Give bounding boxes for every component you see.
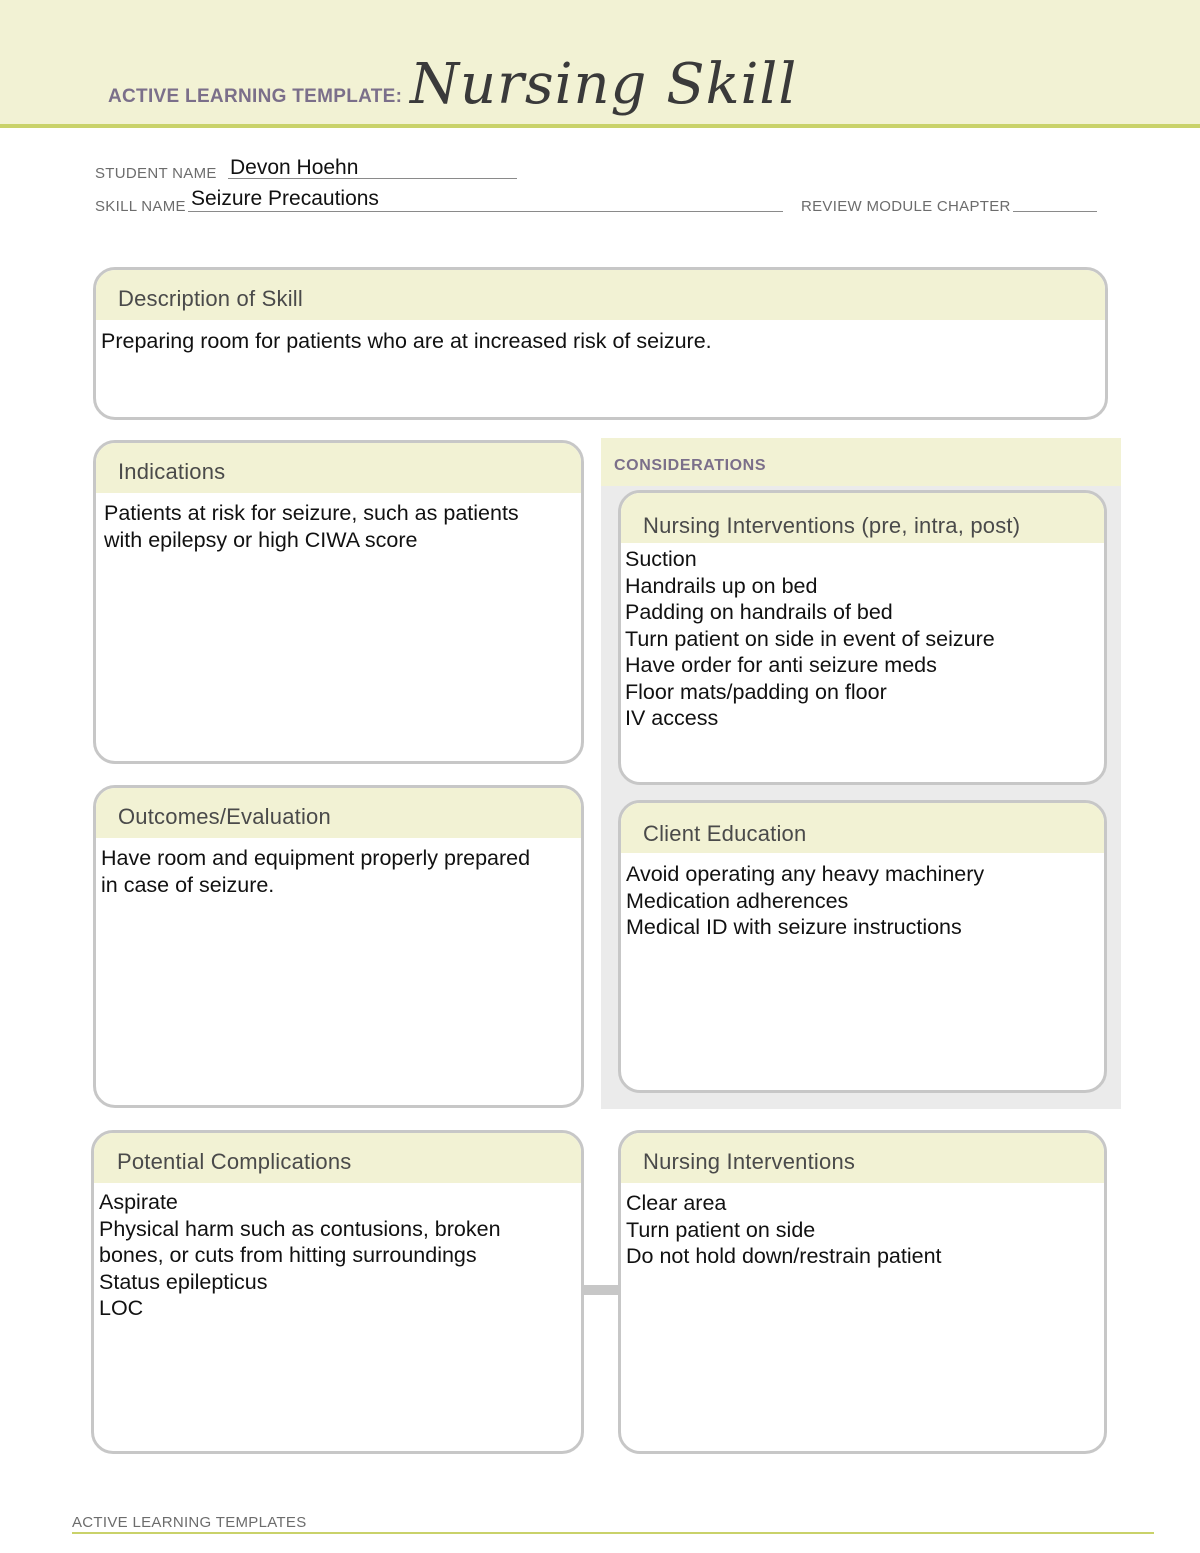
nursing-intervention-line: Clear area [626, 1191, 727, 1215]
nursing-intervention-line: Do not hold down/restrain patient [626, 1244, 942, 1268]
complication-line: Status epilepticus [99, 1269, 268, 1294]
education-line: Medication adherences [626, 888, 849, 913]
intervention-line: Suction [625, 547, 697, 571]
indications-line: Patients at risk for seizure, such as patients [104, 501, 519, 525]
outcomes-text[interactable] [101, 845, 530, 898]
footer-divider [72, 1532, 1154, 1534]
skill-name-label: SKILL NAME [95, 198, 186, 215]
complication-line: Aspirate [99, 1190, 178, 1214]
nursing-interventions-ppi-title: Nursing Interventions (pre, intra, post) [643, 513, 1021, 538]
skill-name-line [188, 211, 783, 212]
student-name-label: STUDENT NAME [95, 165, 217, 182]
complication-line: LOC [99, 1296, 144, 1320]
indications-title: Indications [118, 459, 226, 484]
template-label: ACTIVE LEARNING TEMPLATE: [108, 86, 403, 107]
outcomes-line: in case of seizure. [101, 872, 275, 897]
indications-line: with epilepsy or high CIWA score [104, 527, 418, 552]
intervention-line: Turn patient on side in event of seizure [625, 626, 995, 651]
description-title: Description of Skill [118, 286, 303, 311]
review-module-field[interactable] [1013, 211, 1097, 212]
student-name-field[interactable]: Devon Hoehn [230, 156, 359, 179]
client-education-text[interactable] [626, 861, 984, 941]
description-box [93, 267, 1108, 420]
considerations-label: CONSIDERATIONS [614, 457, 767, 474]
client-education-box [618, 800, 1107, 1093]
footer-label: ACTIVE LEARNING TEMPLATES [72, 1514, 307, 1531]
intervention-line: Padding on handrails of bed [625, 600, 893, 624]
outcomes-box [93, 785, 584, 1108]
complication-line: Physical harm such as contusions, broken [99, 1216, 501, 1241]
outcomes-line: Have room and equipment properly prepared [101, 846, 531, 870]
complications-title: Potential Complications [117, 1149, 352, 1174]
intervention-line: Floor mats/padding on floor [625, 679, 887, 704]
indications-text[interactable] [104, 500, 519, 553]
complication-line: bones, or cuts from hitting surroundings [99, 1243, 477, 1267]
education-line: Medical ID with seizure instructions [626, 915, 962, 939]
skill-name-field[interactable]: Seizure Precautions [191, 187, 379, 210]
client-education-title: Client Education [643, 821, 807, 846]
nursing-interventions-text[interactable] [626, 1190, 942, 1270]
education-line: Avoid operating any heavy machinery [626, 862, 985, 886]
intervention-line: IV access [625, 706, 719, 730]
complications-text[interactable] [99, 1189, 501, 1322]
box-connector [582, 1285, 621, 1295]
page-title: Nursing Skill [410, 52, 798, 117]
outcomes-title: Outcomes/Evaluation [118, 804, 331, 829]
nursing-interventions-ppi-text[interactable] [625, 546, 995, 732]
complications-box [91, 1130, 584, 1454]
nursing-interventions-title: Nursing Interventions [643, 1149, 856, 1174]
nursing-interventions-ppi-box [618, 490, 1107, 785]
indications-box [93, 440, 584, 764]
intervention-line: Have order for anti seizure meds [625, 653, 937, 677]
intervention-line: Handrails up on bed [625, 573, 818, 598]
description-line: Preparing room for patients who are at increased risk of seizure. [101, 329, 712, 353]
description-text[interactable] [101, 328, 712, 355]
nursing-intervention-line: Turn patient on side [626, 1217, 816, 1242]
nursing-interventions-box [618, 1130, 1107, 1454]
review-module-label: REVIEW MODULE CHAPTER [801, 198, 1011, 215]
